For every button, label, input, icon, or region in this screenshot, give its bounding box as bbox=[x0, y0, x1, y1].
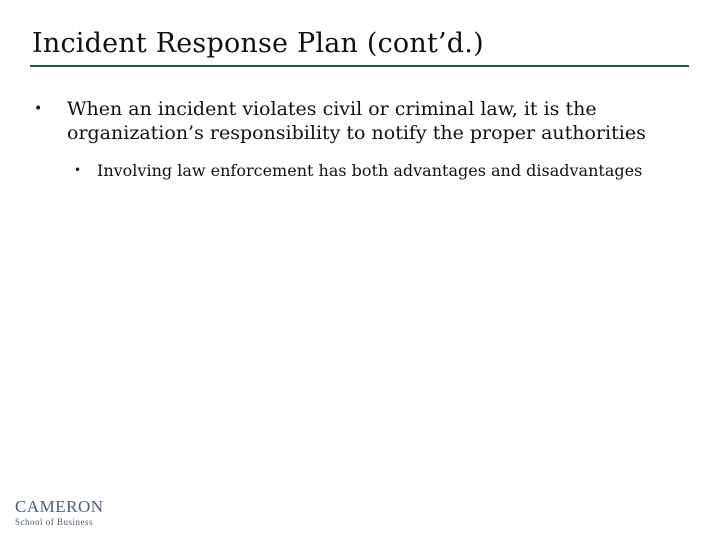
logo-name: CAMERON bbox=[15, 497, 104, 516]
sub-bullet-item bbox=[67, 159, 672, 183]
cameron-logo bbox=[15, 498, 104, 528]
bullet-list bbox=[32, 97, 672, 183]
bullet-item bbox=[32, 97, 672, 183]
logo-tagline: School of Business bbox=[15, 517, 94, 527]
bullet-dot-icon: • bbox=[34, 101, 43, 117]
sub-bullet-list bbox=[67, 159, 672, 183]
bullet-text: When an incident violates civil or criminal law, it is the organization’s responsibility to notify the proper authorities bbox=[67, 98, 646, 144]
sub-bullet-text: Involving law enforcement has both advantages and disadvantages bbox=[97, 161, 643, 180]
slide-title: Incident Response Plan (cont’d.) bbox=[32, 28, 484, 59]
sub-bullet-dot-icon: • bbox=[74, 163, 82, 177]
title-divider bbox=[30, 65, 689, 67]
